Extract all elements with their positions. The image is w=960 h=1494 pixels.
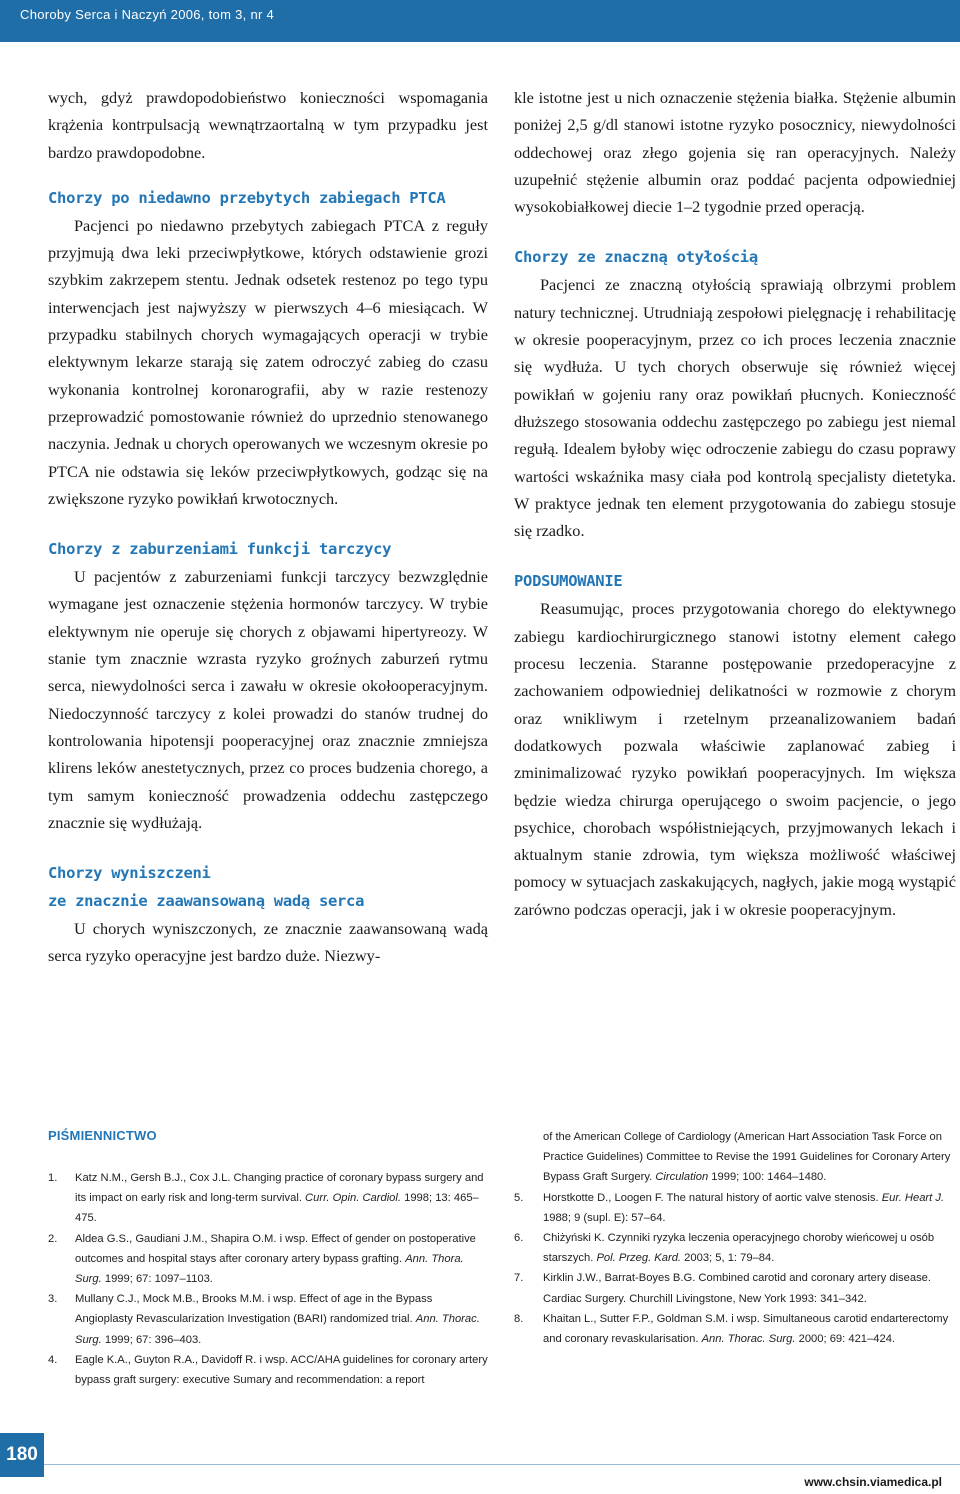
journal-name: Eur. Heart J. [881,1191,945,1204]
reference-item [514,1268,958,1308]
section-heading-summary: PODSUMOWANIE [514,572,623,591]
section-heading-obesity: Chorzy ze znaczną otyłością [514,248,758,267]
journal-name: Curr. Opin. Cardiol. [305,1192,401,1205]
paragraph-continuation: wych, gdyż prawdopodobieństwo konieczności wspomagania krążenia kontrpulsacją wewnątrzaortalną w tym przypadku jest bardzo prawdopodobne. [48,88,488,162]
journal-title: Choroby Serca i Naczyń 2006, tom 3, nr 4 [20,7,275,22]
reference-number: 8. [514,1312,524,1325]
reference-details: 1999; 67: 1097–1103. [101,1273,213,1286]
section-heading-wasted-line2: ze znacznie zaawansowaną wadą serca [48,892,365,911]
reference-details: 1999; 67: 396–403. [101,1333,202,1346]
reference-item [48,1229,492,1290]
reference-item [514,1309,958,1349]
journal-name: Circulation [655,1171,709,1184]
reference-text: Khaitan L., Sutter F.P., Goldman S.M. i wsp. Simultaneous carotid endarterectomy and coronary revaskularisation. [543,1312,949,1346]
journal-header-bar [0,0,960,42]
reference-number: 6. [514,1232,524,1245]
references-title: PIŚMIENNICTWO [48,1128,157,1143]
section-heading-thyroid: Chorzy z zaburzeniami funkcji tarczycy [48,540,392,559]
paragraph-ptca: Pacjenci po niedawno przebytych zabiegach PTCA z reguły przyjmują dwa leki przeciwpłytkowe, których odstawienie grozi szybkim zakrzepem stentu. Jednak odsetek restenoz po tego typu interwencjach jest najwyższy w pierwszych 4–6 miesiącach. W przypadku stabilnych chorych wymagających operacji w trybie elektywnym lekarze starają się zatem odroczyć zabieg do czasu wykonania kontrolnej koronarografii, aby w razie restenozy przeprowadzić pomostowanie również do uprzednio stenowanego naczynia. Jednak u chorych operowanych we wczesnym okresie po PTCA nie odstawia się leków przeciwpłytkowych, godząc się na zwiększone ryzyko powikłań krwotocznych. [48,215,488,508]
reference-text: Chiżyński K. Czynniki ryzyka leczenia operacyjnego choroby wieńcowej u osób starszych. [543,1232,935,1265]
section-heading-wasted-line1: Chorzy wyniszczeni [48,864,211,883]
reference-number: 7. [514,1272,524,1285]
reference-text: Katz N.M., Gersh B.J., Cox J.L. Changing practice of coronary bypass surgery and its impact on early risk and long-term survival. [75,1172,484,1205]
reference-item [48,1289,492,1350]
reference-number: 5. [514,1191,524,1204]
reference-text: Eagle K.A., Guyton R.A., Davidoff R. i wsp. ACC/AHA guidelines for coronary artery bypass graft surgery: executive Sumary and recommendation: a report [75,1353,488,1387]
reference-item [48,1168,492,1229]
reference-item [48,1350,492,1390]
footer-divider [44,1464,960,1465]
journal-name: Ann. Thorac. Surg. [701,1333,796,1346]
reference-details: 1999; 100: 1464–1480. [708,1171,827,1184]
paragraph-summary: Reasumując, proces przygotowania chorego do elektywnego zabiegu kardiochirurgicznego stanowi istotny element całego procesu leczenia. Staranne postępowanie przedoperacyjne z zachowaniem odpowiedniej delikatności w rozmowie z chorym oraz wnikliwym i rzetelnym przeanalizowaniem badań dodatkowych pozwala właściwie zaplanować zabieg i zminimalizować ryzyko powikłań pooperacyjnych. Im większa będzie wiedza chirurga operującego o swoim pacjencie, o jego psychice, chorobach współistniejących, przyjmowanych lekach i aktualnym stanie zdrowia, tym większa możliwość właściwej pomocy w sytuacjach zaskakujących, nagłych, jakie mogą wystąpić zarówno podczas operacji, jak i w okresie pooperacyjnym. [514,599,956,919]
reference-item [514,1228,958,1268]
reference-number: 1. [48,1172,58,1184]
website-link[interactable]: www.chsin.viamedica.pl [804,1475,942,1489]
reference-details: 2003; 5, 1: 79–84. [681,1252,775,1265]
references-list-left [48,1168,492,1390]
reference-number: 2. [48,1232,58,1245]
journal-name: Ann. Thorac. Surg. [75,1313,480,1346]
reference-details: 1998; 13: 465–475. [75,1192,479,1225]
reference-item-continuation [514,1127,958,1188]
paragraph-thyroid: U pacjentów z zaburzeniami funkcji tarczycy bezwzględnie wymagane jest oznaczenie stężenia hormonów tarczycy. W trybie elektywnym nie operuje się chorych z objawami hipertyreozy. W stanie tym znacznie wzrasta ryzyko groźnych zaburzeń rytmu serca, niewydolności serca i zawału w okresie okołooperacyjnym. Niedoczynność tarczycy z kolei prowadzi do stanów trudnej do kontrolowania hipotensji pooperacyjnej oraz znacznie zmniejsza klirens leków anestetycznych, przez co proces budzenia chorego, a tym samym konieczność prowadzenia oddechu zastępczego znacznie się wydłużają. [48,567,488,832]
left-column [48,84,488,970]
reference-number: 3. [48,1293,58,1306]
reference-number: 4. [48,1353,58,1366]
right-column [514,84,956,923]
reference-text: Kirklin J.W., Barrat-Boyes B.G. Combined carotid and coronary artery disease. Cardiac Surgery. Churchill Livingstone, New York 1993: 341–342. [543,1272,931,1305]
references-list-right [514,1127,958,1349]
reference-text: Mullany C.J., Mock M.B., Brooks M.M. i wsp. Effect of age in the Bypass Angioplasty Revascularization Investigation (BARI) randomized trial. [75,1293,433,1326]
reference-item [514,1188,958,1228]
paragraph-wasted: U chorych wyniszczonych, ze znacznie zaawansowaną wadą serca ryzyko operacyjne jest bardzo duże. Niezwy- [48,919,488,966]
reference-details: 2000; 69: 421–424. [795,1333,896,1346]
reference-text: Aldea G.S., Gaudiani J.M., Shapira O.M. i wsp. Effect of gender on postoperative outcomes and hospital stays after coronary artery bypass grafting. [75,1232,476,1265]
paragraph-obesity: Pacjenci ze znaczną otyłością sprawiają olbrzymi problem natury technicznej. Utrudniają zespołowi pielęgnację i rehabilitację w okresie pooperacyjnym, przez co ich proces leczenia znacznie się wydłuża. U tych chorych obserwuje się również więcej powikłań w gojeniu rany oraz powikłań płucnych. Konieczność dłuższego stosowania oddechu zastępczego po zabiegu jest niemal regułą. Idealem byłoby więc odroczenie zabiegu do czasu poprawy wartości wskaźnika masy ciała pod kontrolą specjalisty dietetyka. W praktyce jednak ten element przygotowania do zabiegu stosuje się rzadko. [514,275,956,541]
reference-text: Horstkotte D., Loogen F. The natural history of aortic valve stenosis. [543,1191,882,1204]
page-number: 180 [0,1433,44,1477]
paragraph-albumin: kle istotne jest u nich oznaczenie stężenia białka. Stężenie albumin poniżej 2,5 g/dl stanowi istotne ryzyko posocznicy, niewydolności oddechowej oraz złego gojenia się ran operacyjnych. Należy uzupełnić stężenie albumin oraz poddać pacjenta odpowiedniej wysokobiałkowej diecie 1–2 tygodnie przed operacją. [514,88,956,217]
reference-text: of the American College of Cardiology (American Hart Association Task Force on Practice Guidelines) Committee to Revise the 1991 Guidelines for Coronary Artery Bypass Graft Surgery. [543,1131,951,1184]
reference-details: 1988; 9 (supl. E): 57–64. [543,1211,666,1224]
journal-name: Ann. Thora. Surg. [75,1252,464,1286]
section-heading-ptca: Chorzy po niedawno przebytych zabiegach PTCA [48,188,446,207]
journal-name: Pol. Przeg. Kard. [596,1252,682,1265]
